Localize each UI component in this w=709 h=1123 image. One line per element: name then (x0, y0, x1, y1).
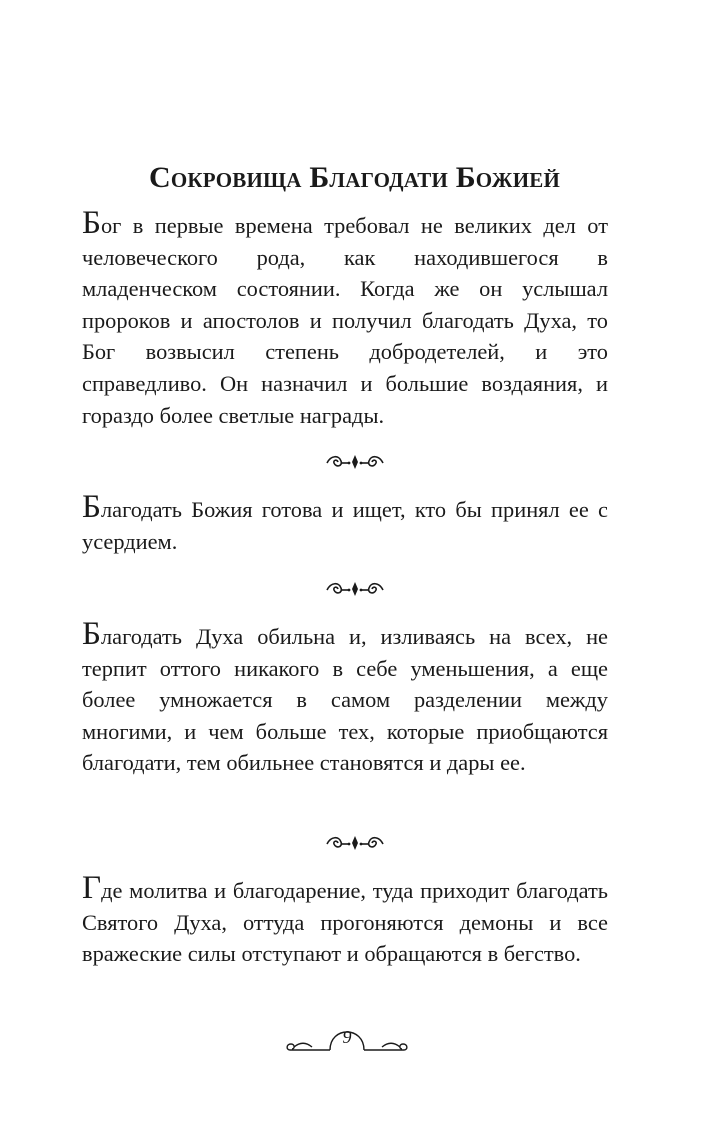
page-number-footer (282, 1020, 412, 1060)
ornament-divider-icon (0, 578, 709, 602)
drop-cap-3: Б (82, 616, 101, 652)
drop-cap-2: Б (82, 489, 101, 525)
paragraph-3 (82, 618, 608, 779)
paragraph-1-text: ог в первые времена требовал не великих дел от человеческого рода, как находившегося в младенческом состоянии. Когда же он услышал пророков и апостолов и получил благодать Духа, то Бог возвысил степень добродетелей, и это справедливо. Он назначил и большие воздаяния, и гораздо более светлые награды. (82, 213, 608, 428)
paragraph-4 (82, 872, 608, 970)
paragraph-1 (82, 207, 608, 431)
drop-cap-1: Б (82, 205, 101, 241)
paragraph-2-text: лагодать Божия готова и ищет, кто бы принял ее с усердием. (82, 497, 608, 554)
ornament-divider-icon (0, 451, 709, 475)
paragraph-3-text: лагодать Духа обильна и, изливаясь на всех, не терпит оттого никакого в себе уменьшения, а еще более умножается в самом разделении между многими, и чем больше тех, которые приобщаются благодати, тем обильнее становятся и дары ее. (82, 624, 608, 776)
chapter-title: Сокровища Благодати Божией (148, 161, 560, 195)
paragraph-2 (82, 491, 608, 557)
paragraph-4-text: де молитва и благодарение, туда приходит благодать Святого Духа, оттуда прогоняются демоны и все вражеские силы отступают и обращаются в бегство. (82, 878, 608, 967)
page-number: 9 (342, 1027, 352, 1047)
drop-cap-4: Г (82, 870, 102, 906)
ornament-divider-icon (0, 832, 709, 856)
